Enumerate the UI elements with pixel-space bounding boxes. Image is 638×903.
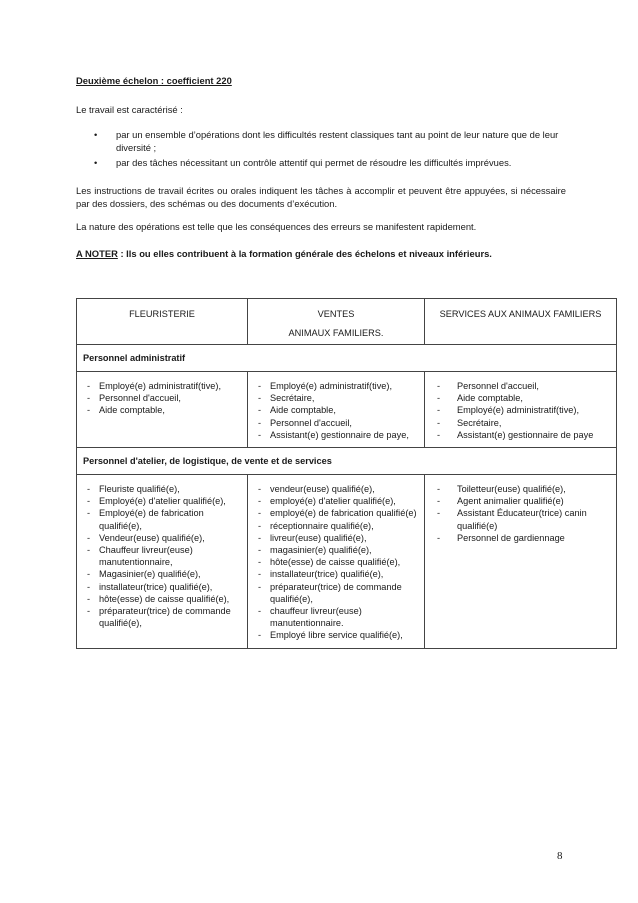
job-title: livreur(euse) qualifié(e),	[270, 532, 367, 543]
job-title: Personnel d'accueil,	[270, 417, 352, 428]
job-title: Secrétaire,	[270, 393, 315, 404]
job-list	[425, 475, 616, 550]
list-item	[256, 404, 420, 416]
dash-marker: -	[258, 520, 262, 531]
list-item	[256, 483, 420, 495]
job-title: Secrétaire,	[457, 417, 502, 428]
list-item	[256, 544, 420, 556]
dash-marker: -	[437, 381, 441, 391]
list-item	[433, 380, 612, 392]
table-row	[77, 475, 617, 649]
list-item	[433, 532, 612, 544]
dash-marker: -	[87, 393, 91, 404]
list-item	[256, 380, 420, 392]
dash-marker: -	[437, 484, 441, 495]
job-list	[77, 372, 247, 423]
job-title: magasinier(e) qualifié(e),	[270, 545, 372, 556]
dash-marker: -	[87, 496, 91, 507]
list-item	[256, 520, 420, 532]
job-title: Personnel d'accueil,	[457, 381, 539, 391]
classification-table	[76, 298, 617, 649]
list-item	[85, 581, 243, 593]
list-item	[256, 581, 420, 605]
job-title: Employé(e) d'atelier qualifié(e),	[99, 496, 226, 507]
bullet-icon: •	[94, 129, 98, 140]
job-title: réceptionnaire qualifié(e),	[270, 520, 374, 531]
job-title: employé(e) de fabrication qualifié(e)	[270, 508, 417, 519]
job-title: Employé(e) administratif(tive),	[270, 381, 393, 391]
job-title: installateur(trice) qualifié(e),	[270, 569, 384, 580]
dash-marker: -	[87, 532, 91, 543]
job-title: Toiletteur(euse) qualifié(e),	[457, 484, 566, 495]
job-title: Agent animalier qualifié(e)	[457, 496, 564, 507]
list-item	[256, 495, 420, 507]
job-title: Assistant(e) gestionnaire de paye,	[270, 429, 409, 440]
list-item	[85, 568, 243, 580]
list-item	[256, 507, 420, 519]
list-item	[433, 507, 612, 531]
list-item	[256, 429, 420, 441]
dash-marker: -	[87, 381, 91, 391]
instructions-paragraph: Les instructions de travail écrites ou orales indiquent les tâches à accomplir et peuvent être appuyées, si nécessaire par des dossiers, des schémas ou des documents d’exécution.	[76, 185, 566, 209]
job-title: Personnel de gardiennage	[457, 532, 565, 543]
job-list	[248, 475, 424, 648]
list-item	[433, 404, 612, 416]
dash-marker: -	[258, 581, 262, 592]
dash-marker: -	[258, 557, 262, 568]
header-services: SERVICES AUX ANIMAUX FAMILIERS	[425, 299, 617, 345]
table-row	[77, 372, 617, 448]
job-title: Employé(e) administratif(tive),	[457, 405, 580, 416]
job-title: Personnel d'accueil,	[99, 393, 181, 404]
job-title: Employé(e) administratif(tive),	[99, 381, 222, 391]
list-item	[85, 532, 243, 544]
dash-marker: -	[258, 496, 262, 507]
dash-marker: -	[87, 569, 91, 580]
dash-marker: -	[258, 417, 262, 428]
category-row	[77, 345, 617, 372]
dash-marker: -	[437, 393, 441, 404]
dash-marker: -	[437, 417, 441, 428]
job-title: chauffeur livreur(euse) manutentionnaire.	[270, 606, 362, 629]
intro-text: Le travail est caractérisé :	[76, 104, 183, 115]
job-title: Magasinier(e) qualifié(e),	[99, 569, 201, 580]
dash-marker: -	[87, 405, 91, 416]
dash-marker: -	[258, 429, 262, 440]
dash-marker: -	[258, 405, 262, 416]
job-title: Aide comptable,	[270, 405, 336, 416]
list-item	[433, 417, 612, 429]
list-item	[85, 392, 243, 404]
nature-paragraph: La nature des opérations est telle que les conséquences des erreurs se manifestent rapidement.	[76, 221, 477, 232]
job-list	[77, 475, 247, 635]
job-title: hôte(esse) de caisse qualifié(e),	[270, 557, 401, 568]
header-fleuristerie: FLEURISTERIE	[77, 299, 248, 345]
bullet-text: par des tâches nécessitant un contrôle attentif qui permet de résoudre les difficultés imprévues.	[116, 157, 512, 168]
section-heading: Deuxième échelon : coefficient 220	[76, 75, 232, 86]
dash-marker: -	[87, 545, 91, 556]
note-text: : Ils ou elles contribuent à la formation générale des échelons et niveaux inférieurs.	[117, 248, 492, 259]
list-item	[85, 404, 243, 416]
job-title: vendeur(euse) qualifié(e),	[270, 484, 375, 495]
dash-marker: -	[437, 532, 441, 543]
list-item	[85, 483, 243, 495]
dash-marker: -	[258, 532, 262, 543]
list-item	[433, 483, 612, 495]
page-number: 8	[557, 850, 563, 862]
list-item	[256, 629, 420, 641]
dash-marker: -	[437, 508, 441, 519]
list-item	[256, 556, 420, 568]
dash-marker: -	[87, 581, 91, 592]
job-title: Employé(e) de fabrication qualifié(e),	[99, 508, 204, 531]
list-item	[85, 544, 243, 568]
dash-marker: -	[258, 630, 262, 641]
dash-marker: -	[437, 405, 441, 416]
dash-marker: -	[258, 393, 262, 404]
job-title: préparateur(trice) de commande qualifié(e),	[270, 581, 402, 604]
job-list	[248, 372, 424, 447]
list-item	[256, 568, 420, 580]
list-item	[433, 495, 612, 507]
job-title: Aide comptable,	[457, 393, 523, 404]
category-row	[77, 448, 617, 475]
dash-marker: -	[258, 569, 262, 580]
list-item	[256, 392, 420, 404]
list-item	[85, 380, 243, 392]
header-ventes: VENTES ANIMAUX FAMILIERS.	[248, 299, 425, 345]
dash-marker: -	[258, 484, 262, 495]
list-item	[85, 507, 243, 531]
list-item	[256, 417, 420, 429]
list-item	[433, 392, 612, 404]
dash-marker: -	[87, 593, 91, 604]
job-title: Vendeur(euse) qualifié(e),	[99, 532, 205, 543]
dash-marker: -	[437, 429, 441, 440]
list-item	[256, 532, 420, 544]
list-item	[256, 605, 420, 629]
job-title: préparateur(trice) de commande qualifié(e),	[99, 606, 231, 629]
table-header-row	[77, 299, 617, 345]
note-paragraph	[76, 247, 566, 260]
job-title: Chauffeur livreur(euse) manutentionnaire,	[99, 545, 193, 568]
category-title: Personnel d'atelier, de logistique, de vente et de services	[77, 448, 617, 475]
list-item	[85, 495, 243, 507]
category-title: Personnel administratif	[77, 345, 617, 372]
dash-marker: -	[87, 484, 91, 495]
job-title: employé(e) d'atelier qualifié(e),	[270, 496, 396, 507]
dash-marker: -	[437, 496, 441, 507]
list-item	[85, 605, 243, 629]
job-list	[425, 372, 616, 447]
job-title: Aide comptable,	[99, 405, 165, 416]
dash-marker: -	[258, 606, 262, 617]
dash-marker: -	[258, 508, 262, 519]
dash-marker: -	[258, 545, 262, 556]
job-title: installateur(trice) qualifié(e),	[99, 581, 213, 592]
dash-marker: -	[87, 508, 91, 519]
job-title: Assistant(e) gestionnaire de paye	[457, 429, 594, 440]
dash-marker: -	[87, 606, 91, 617]
note-label: A NOTER	[76, 248, 118, 259]
job-title: Employé libre service qualifié(e),	[270, 630, 403, 641]
list-item	[433, 429, 612, 441]
job-title: Assistant Éducateur(trice) canin qualifié(e)	[457, 508, 587, 531]
list-item	[85, 593, 243, 605]
bullet-icon: •	[94, 157, 98, 168]
job-title: Fleuriste qualifié(e),	[99, 484, 180, 495]
job-title: hôte(esse) de caisse qualifié(e),	[99, 593, 230, 604]
bullet-text: par un ensemble d’opérations dont les difficultés restent classiques tant au point de leur nature que de leur diversité ;	[116, 129, 559, 153]
dash-marker: -	[258, 381, 262, 391]
